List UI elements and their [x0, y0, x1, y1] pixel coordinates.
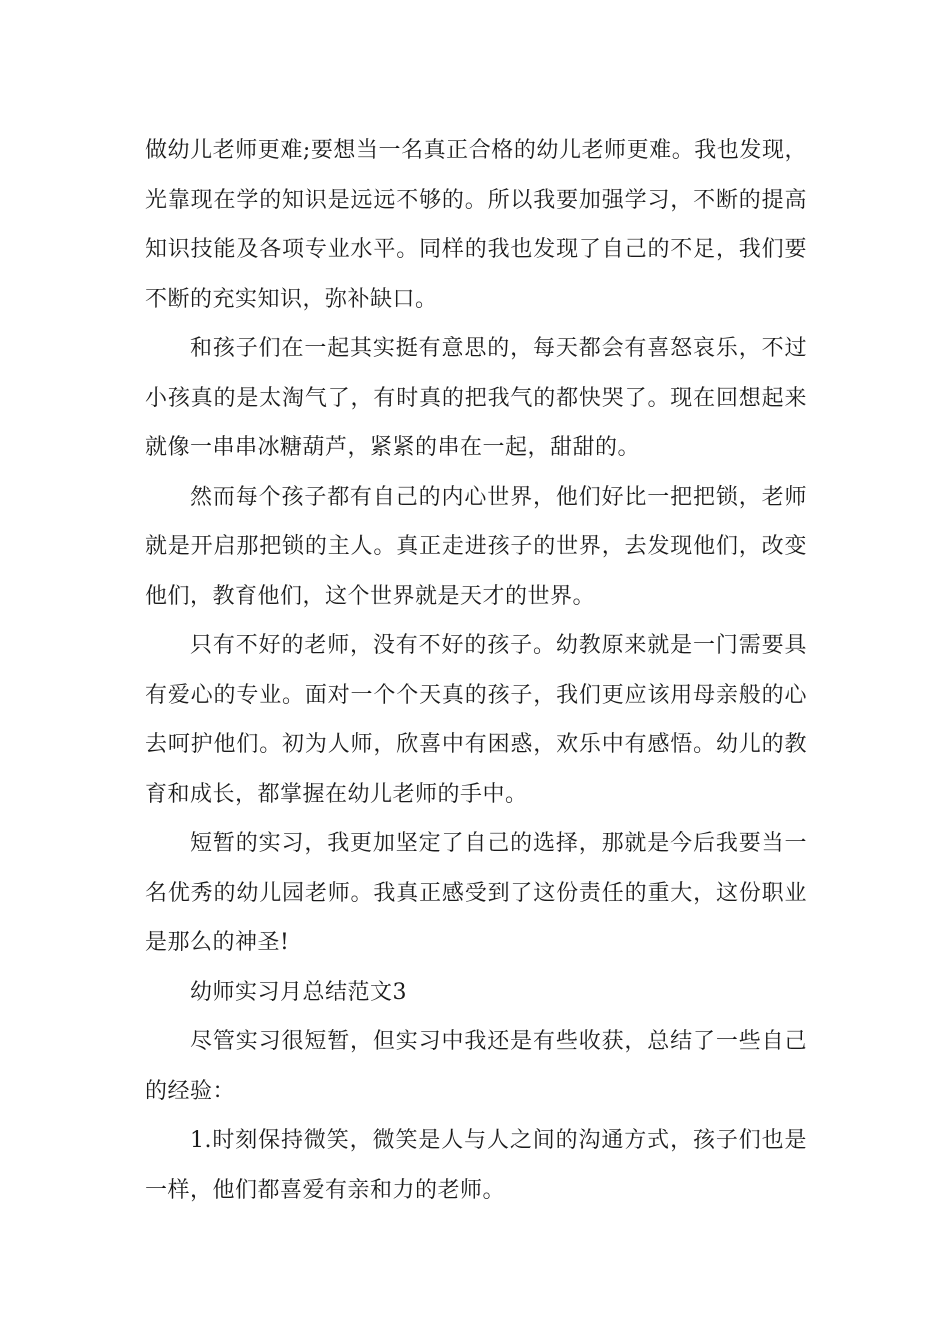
paragraph: 只有不好的老师，没有不好的孩子。幼教原来就是一门需要具有爱心的专业。面对一个个天真的孩子，我们更应该用母亲般的心去呵护他们。初为人师，欣喜中有困惑，欢乐中有感悟。幼儿的教育和成长，都掌握在幼儿老师的手中。 [145, 633, 807, 807]
document-body [145, 126, 807, 1215]
paragraph: 短暂的实习，我更加坚定了自己的选择，那就是今后我要当一名优秀的幼儿园老师。我真正感受到了这份责任的重大，这份职业是那么的神圣! [145, 831, 807, 955]
paragraph: 然而每个孩子都有自己的内心世界，他们好比一把把锁，老师就是开启那把锁的主人。真正走进孩子的世界，去发现他们，改变他们，教育他们，这个世界就是天才的世界。 [145, 484, 807, 609]
paragraph-continued: 做幼儿老师更难;要想当一名真正合格的幼儿老师更难。我也发现，光靠现在学的知识是远远不够的。所以我要加强学习，不断的提高知识技能及各项专业水平。同样的我也发现了自己的不足，我们要不断的充实知识，弥补缺口。 [145, 138, 807, 312]
paragraph: 尽管实习很短暂，但实习中我还是有些收获，总结了一些自己的经验： [145, 1029, 807, 1104]
section-heading: 幼师实习月总结范文3 [190, 979, 407, 1005]
paragraph: 和孩子们在一起其实挺有意思的，每天都会有喜怒哀乐，不过小孩真的是太淘气了，有时真的把我气的都快哭了。现在回想起来就像一串串冰糖葫芦，紧紧的串在一起，甜甜的。 [145, 336, 807, 460]
list-item-paragraph: 1.时刻保持微笑，微笑是人与人之间的沟通方式，孩子们也是一样，他们都喜爱有亲和力的老师。 [145, 1128, 807, 1203]
